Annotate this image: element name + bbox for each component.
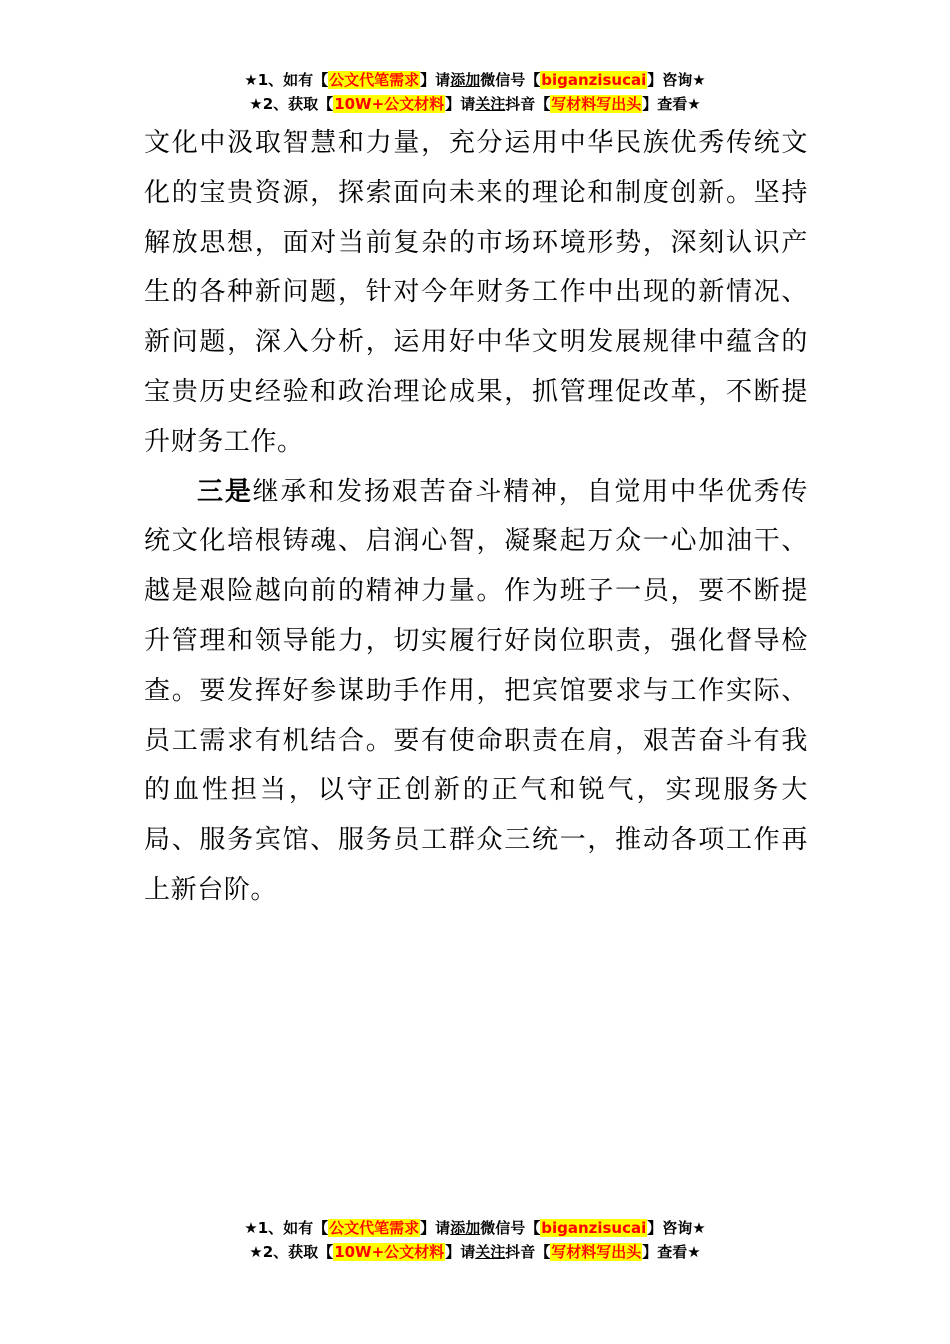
promo-suffix: 】查看★ [642, 1243, 701, 1261]
promo-line-2 [0, 1240, 950, 1264]
promo-douyin-id: 写材料写出头 [551, 1243, 642, 1261]
promo-underlined-text: 关注 [475, 95, 506, 113]
promo-line-1 [0, 1216, 950, 1240]
promo-underlined-text: 添加 [450, 71, 481, 89]
header-promo-banner [0, 68, 950, 116]
promo-prefix: ★1、如有【 [244, 1219, 329, 1237]
promo-line-1 [0, 68, 950, 92]
promo-prefix: ★2、获取【 [249, 95, 334, 113]
paragraph-text: 继承和发扬艰苦奋斗精神，自觉用中华优秀传统文化培根铸魂、启润心智，凝聚起万众一心加油干、越是艰险越向前的精神力量。作为班子一员，要不断提升管理和领导能力，切实履行好岗位职责，强化督导检查。要发挥好参谋助手作用，把宾馆要求与工作实际、员工需求有机结合。要有使命职责在肩，艰苦奋斗有我的血性担当，以守正创新的正气和锐气，实现服务大局、服务宾馆、服务员工群众三统一，推动各项工作再上新台阶。 [144, 476, 808, 905]
paragraph-point-three [144, 468, 808, 916]
promo-prefix: ★2、获取【 [249, 1243, 334, 1261]
paragraph-continuation: 文化中汲取智慧和力量，充分运用中华民族优秀传统文化的宝贵资源，探索面向未来的理论和制度创新。坚持解放思想，面对当前复杂的市场环境形势，深刻认识产生的各种新问题，针对今年财务工作中出现的新情况、新问题，深入分析，运用好中华文明发展规律中蕴含的宝贵历史经验和政治理论成果，抓管理促改革，不断提升财务工作。 [144, 128, 808, 457]
promo-underlined-text: 添加 [450, 1219, 481, 1237]
promo-text: 抖音【 [505, 95, 551, 113]
promo-underlined-text: 关注 [475, 1243, 506, 1261]
promo-wechat-id: biganzisucai [541, 71, 647, 89]
promo-text: 】请 [445, 1243, 476, 1261]
promo-text: 微信号【 [480, 1219, 541, 1237]
paragraph-lead: 三是 [197, 476, 253, 507]
footer-promo-banner [0, 1216, 950, 1264]
promo-text: 】请 [420, 71, 451, 89]
promo-highlight: 公文代笔需求 [329, 1219, 420, 1237]
promo-suffix: 】查看★ [642, 95, 701, 113]
promo-suffix: 】咨询★ [647, 71, 706, 89]
promo-highlight: 10W+公文材料 [334, 1243, 445, 1261]
promo-prefix: ★1、如有【 [244, 71, 329, 89]
promo-text: 抖音【 [505, 1243, 551, 1261]
promo-line-2 [0, 92, 950, 116]
promo-wechat-id: biganzisucai [541, 1219, 647, 1237]
promo-highlight: 10W+公文材料 [334, 95, 445, 113]
promo-suffix: 】咨询★ [647, 1219, 706, 1237]
promo-douyin-id: 写材料写出头 [551, 95, 642, 113]
promo-text: 微信号【 [480, 71, 541, 89]
promo-highlight: 公文代笔需求 [329, 71, 420, 89]
document-body [144, 119, 808, 916]
promo-text: 】请 [420, 1219, 451, 1237]
promo-text: 】请 [445, 95, 476, 113]
